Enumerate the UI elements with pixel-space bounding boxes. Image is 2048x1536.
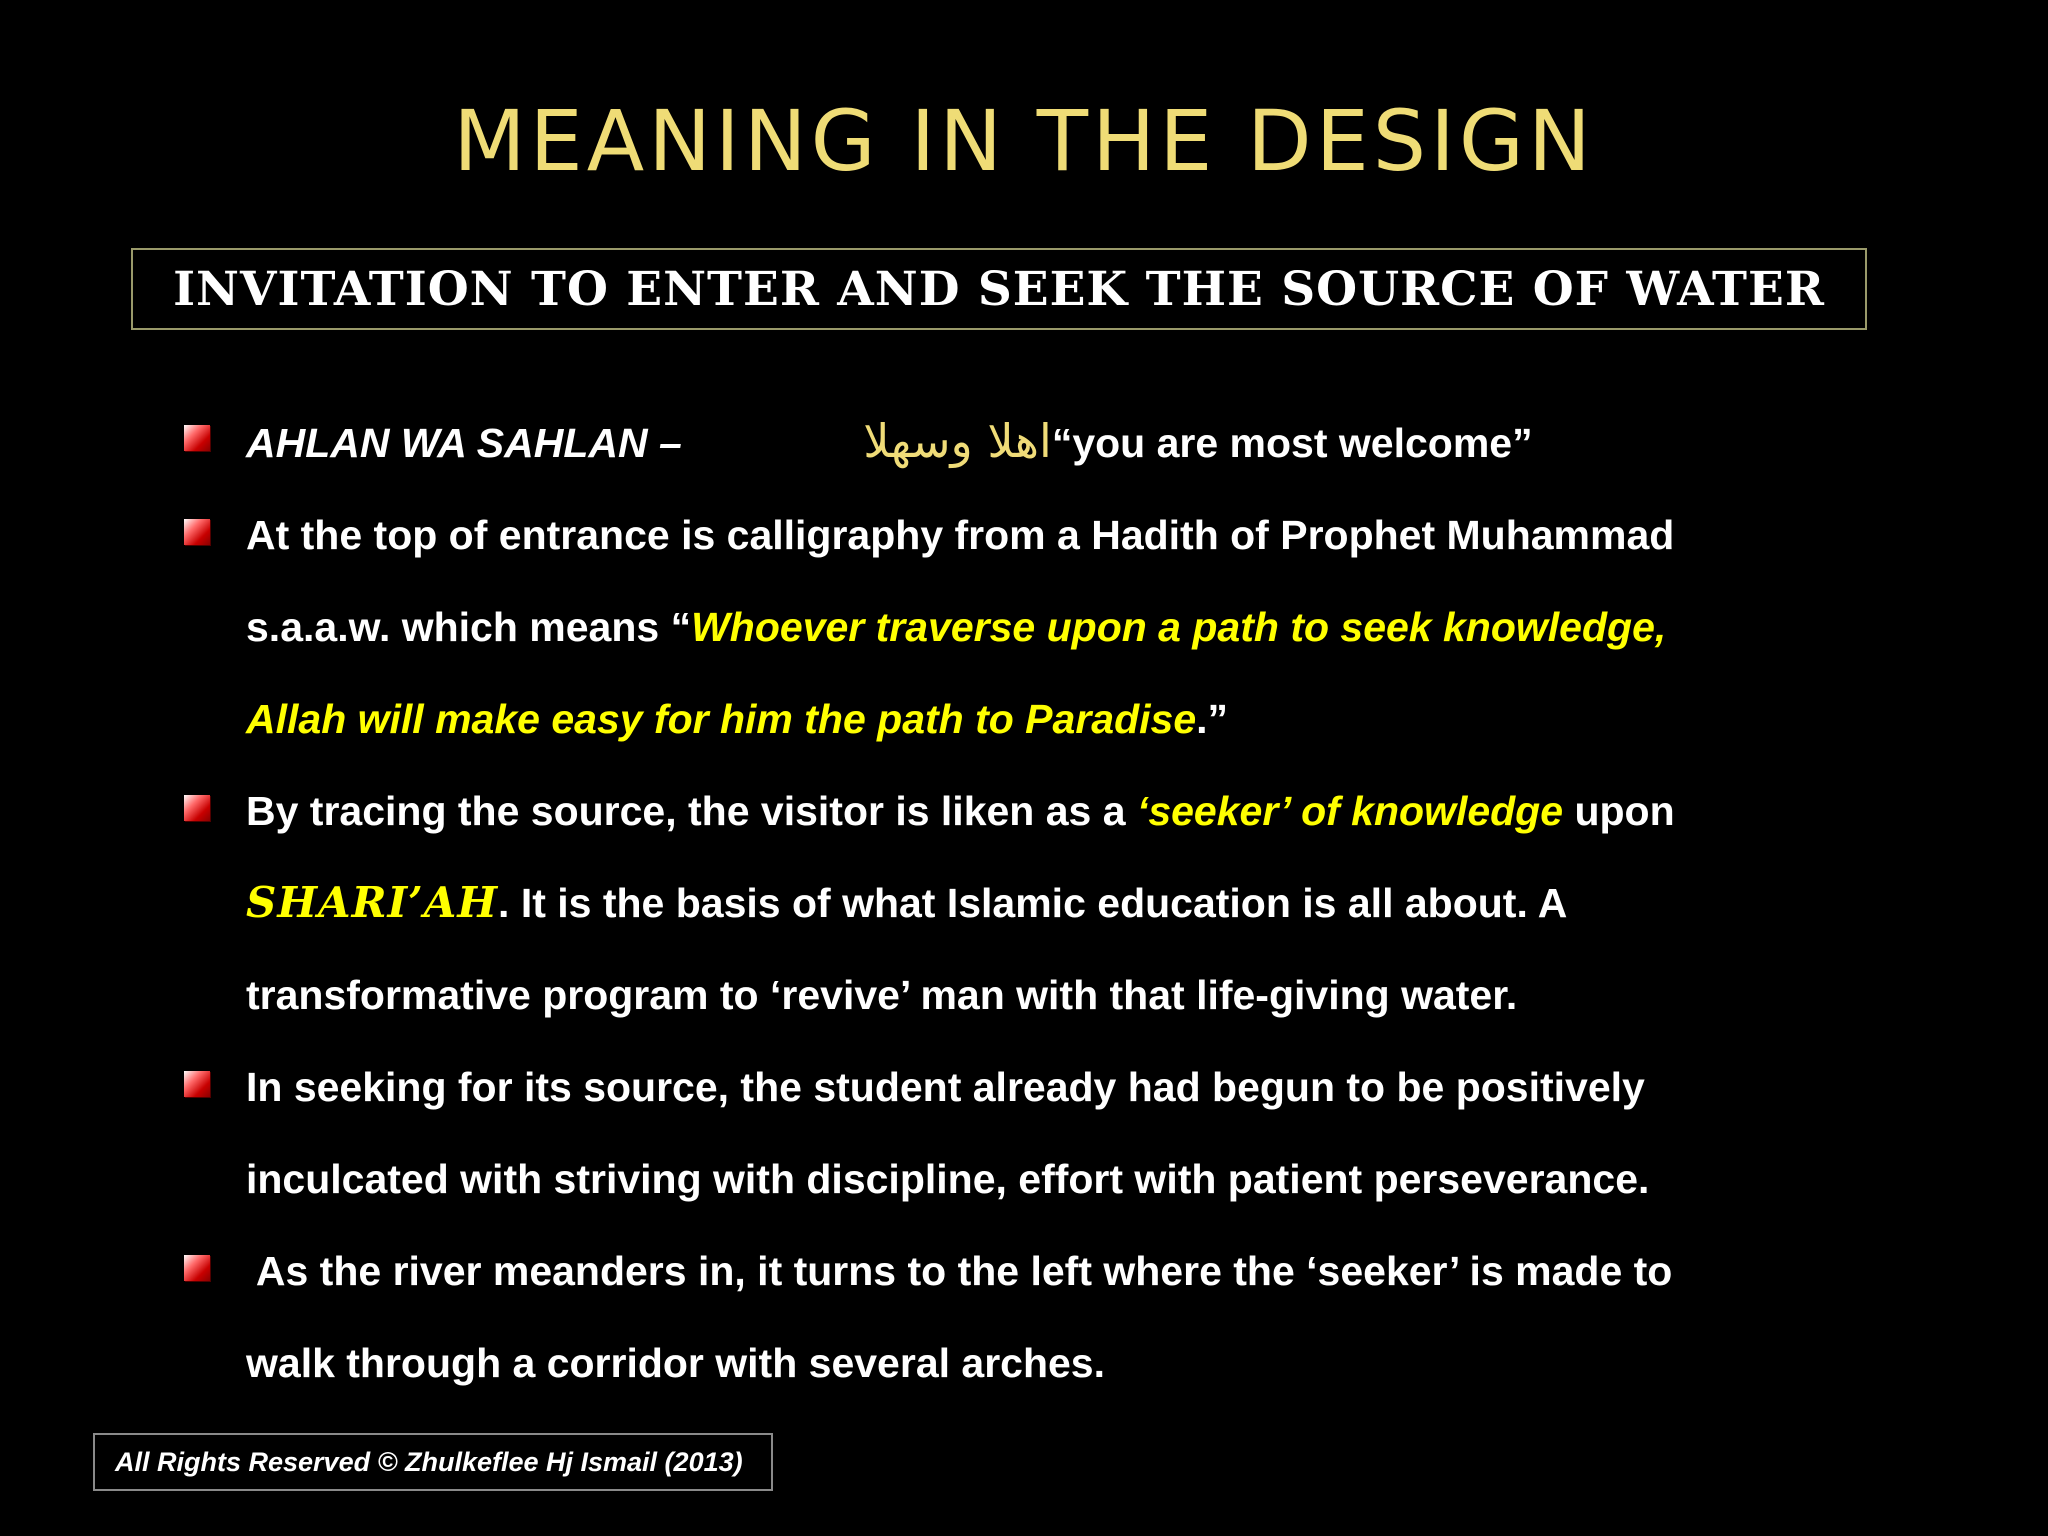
bullet-line: In seeking for its source, the student already had begun to be positively — [246, 1064, 1645, 1110]
bullet-line — [246, 765, 1880, 857]
seeker-text: upon — [1563, 788, 1675, 834]
bullet-square-icon — [184, 1255, 210, 1281]
slide-title: MEANING IN THE DESIGN — [453, 92, 1595, 190]
bullet-item-river — [180, 1225, 1880, 1409]
shariah-highlight: SHARI’AH — [246, 878, 499, 927]
bullet-line: transformative program to ‘revive’ man with that life-giving water. — [246, 972, 1518, 1018]
bullet-square-icon — [184, 795, 210, 821]
bullet-item-seeker — [180, 765, 1880, 1041]
welcome-meaning: “you are most welcome” — [1051, 420, 1533, 466]
copyright-box — [93, 1433, 773, 1491]
bullet-line — [246, 581, 1880, 673]
bullet-line: walk through a corridor with several arches. — [246, 1340, 1105, 1386]
bullet-square-icon — [184, 519, 210, 545]
seeker-highlight: ‘seeker’ of knowledge — [1136, 788, 1564, 834]
subtitle-text: INVITATION TO ENTER AND SEEK THE SOURCE OF WATER — [173, 261, 1825, 317]
bullet-line — [246, 857, 1880, 949]
bullet-line: As the river meanders in, it turns to the left where the ‘seeker’ is made to — [246, 1248, 1673, 1294]
bullet-line: inculcated with striving with discipline, effort with patient perseverance. — [246, 1156, 1650, 1202]
bullet-line: At the top of entrance is calligraphy from a Hadith of Prophet Muhammad — [246, 512, 1675, 558]
bullet-item-hadith — [180, 489, 1880, 765]
bullet-item-welcome — [180, 395, 1880, 489]
hadith-quote: Whoever traverse upon a path to seek knowledge, — [691, 604, 1667, 650]
hadith-quote: Allah will make easy for him the path to Paradise — [246, 696, 1197, 742]
subtitle-box — [131, 248, 1867, 330]
ahlan-label: AHLAN WA SAHLAN – — [246, 420, 682, 466]
seeker-text: By tracing the source, the visitor is liken as a — [246, 788, 1137, 834]
copyright-text: All Rights Reserved © Zhulkeflee Hj Ismail (2013) — [115, 1446, 743, 1477]
hadith-intro: s.a.a.w. which means “ — [246, 604, 692, 650]
bullet-square-icon — [184, 1071, 210, 1097]
bullet-list — [180, 395, 1880, 1409]
seeker-text: . It is the basis of what Islamic education is all about. A — [498, 880, 1568, 926]
arabic-calligraphy: اهلا وسهلا — [863, 414, 1052, 468]
bullet-line — [246, 673, 1880, 765]
bullet-line — [246, 395, 1880, 489]
bullet-item-student — [180, 1041, 1880, 1225]
bullet-square-icon — [184, 425, 210, 451]
hadith-close: .” — [1196, 696, 1229, 742]
